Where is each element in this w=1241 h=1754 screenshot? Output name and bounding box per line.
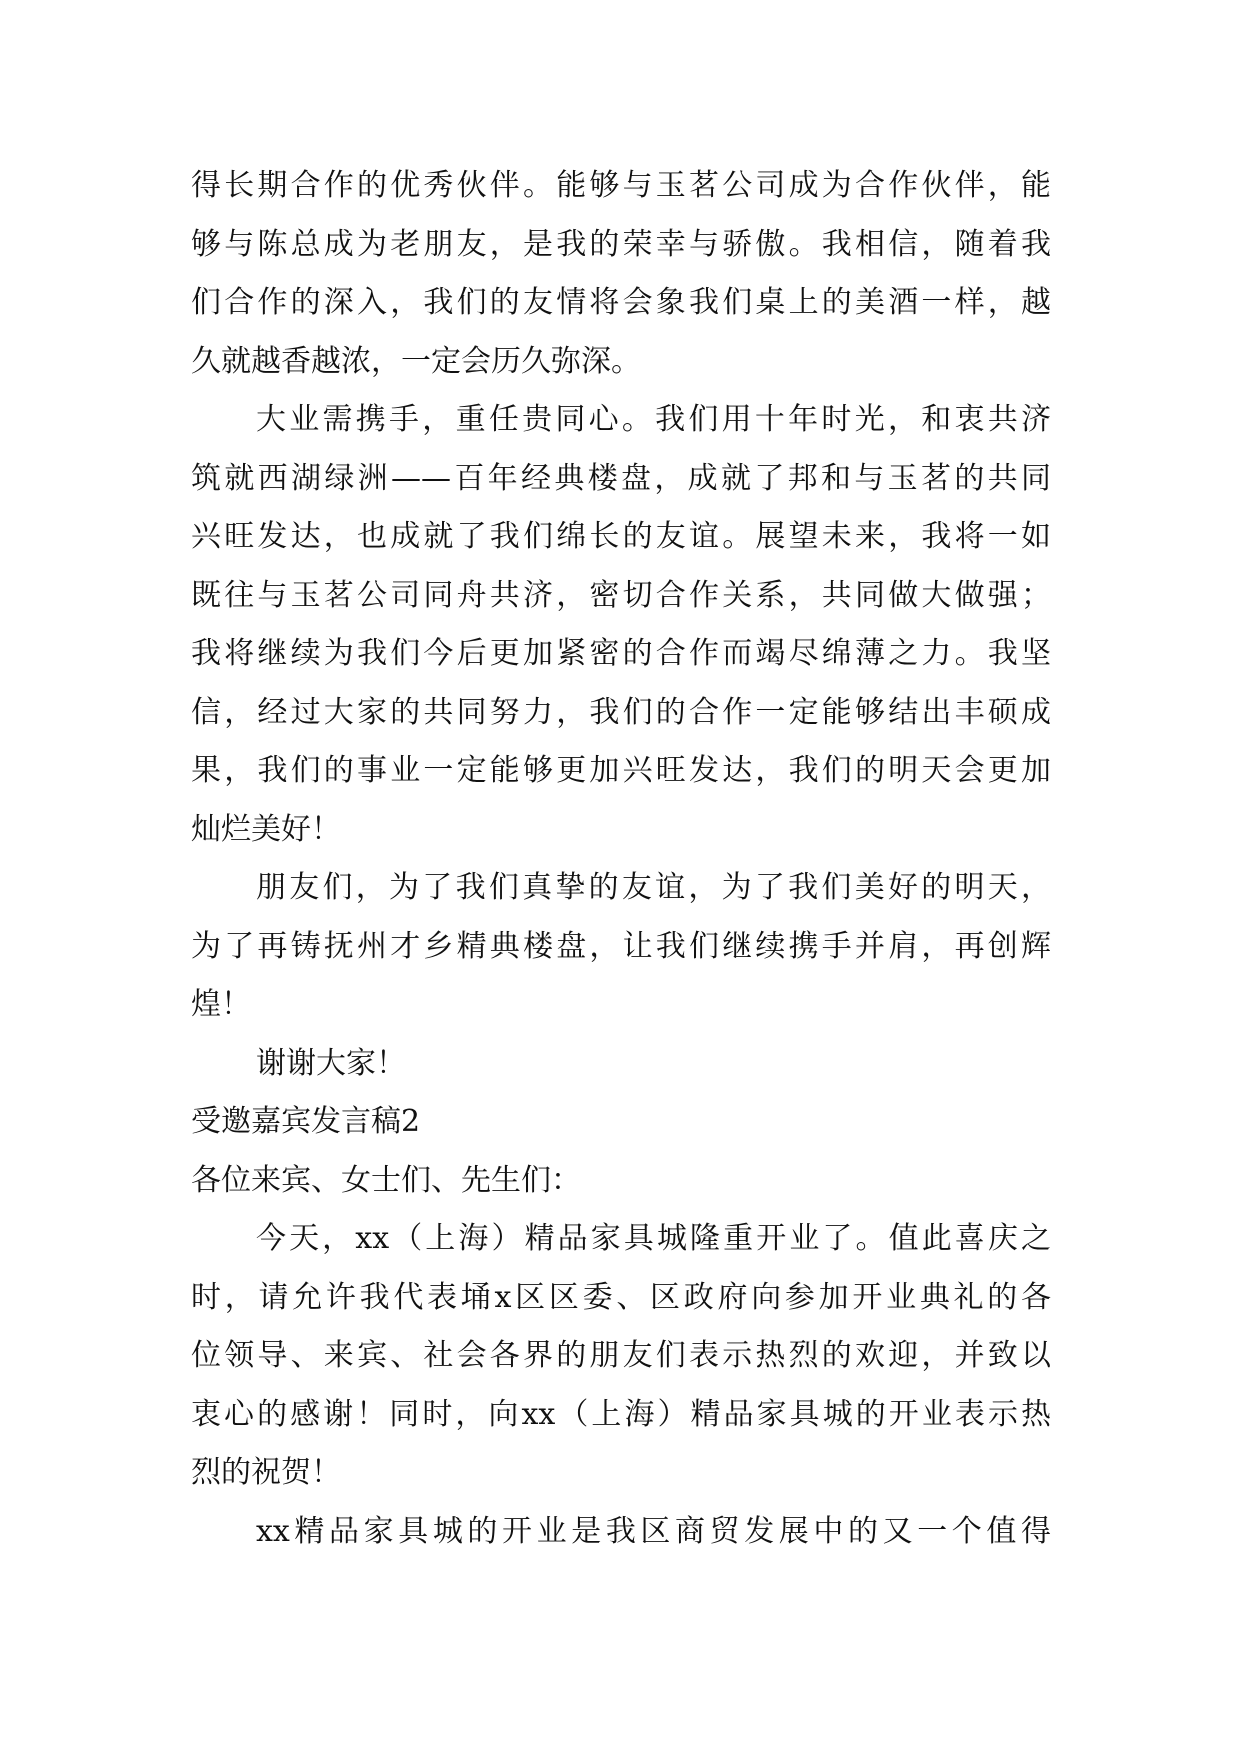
text-line: 既往与玉茗公司同舟共济，密切合作关系，共同做大做强； (191, 577, 1051, 613)
text-line: 谢谢大家！ (256, 1045, 406, 1081)
text-line: 受邀嘉宾发言稿2 (191, 1104, 421, 1139)
text-line: 各位来宾、女士们、先生们： (191, 1162, 581, 1198)
text-line: 灿烂美好！ (191, 811, 341, 847)
text-line: 果，我们的事业一定能够更加兴旺发达，我们的明天会更加 (191, 753, 1051, 788)
text-line: 位领导、来宾、社会各界的朋友们表示热烈的欢迎，并致以 (191, 1338, 1051, 1373)
text-line: 衷心的感谢！同时，向xx（上海）精品家具城的开业表示热 (191, 1396, 1051, 1432)
text-line: 兴旺发达，也成就了我们绵长的友谊。展望未来，我将一如 (191, 519, 1051, 554)
text-line: 时，请允许我代表埇x区区委、区政府向参加开业典礼的各 (191, 1279, 1051, 1315)
text-line: 为了再铸抚州才乡精典楼盘，让我们继续携手并肩，再创辉 (191, 928, 1051, 964)
text-line: xx精品家具城的开业是我区商贸发展中的又一个值得 (256, 1513, 1051, 1549)
text-line: 们合作的深入，我们的友情将会象我们桌上的美酒一样，越 (191, 285, 1051, 320)
text-line: 够与陈总成为老朋友，是我的荣幸与骄傲。我相信，随着我 (191, 226, 1051, 262)
text-line: 烈的祝贺！ (191, 1455, 341, 1490)
document-body (191, 157, 1051, 1561)
text-line: 大业需携手，重任贵同心。我们用十年时光，和衷共济 (256, 402, 1051, 437)
text-line: 我将继续为我们今后更加紧密的合作而竭尽绵薄之力。我坚 (191, 636, 1051, 671)
text-line: 煌！ (191, 987, 251, 1022)
text-line: 朋友们，为了我们真挚的友谊，为了我们美好的明天， (256, 870, 1051, 905)
text-line: 信，经过大家的共同努力，我们的合作一定能够结出丰硕成 (191, 694, 1051, 730)
text-line: 得长期合作的优秀伙伴。能够与玉茗公司成为合作伙伴，能 (191, 168, 1051, 203)
text-line: 久就越香越浓，一定会历久弥深。 (191, 343, 641, 379)
text-line: 今天，xx（上海）精品家具城隆重开业了。值此喜庆之 (256, 1221, 1051, 1256)
text-line: 筑就西湖绿洲——百年经典楼盘，成就了邦和与玉茗的共同 (191, 460, 1051, 496)
